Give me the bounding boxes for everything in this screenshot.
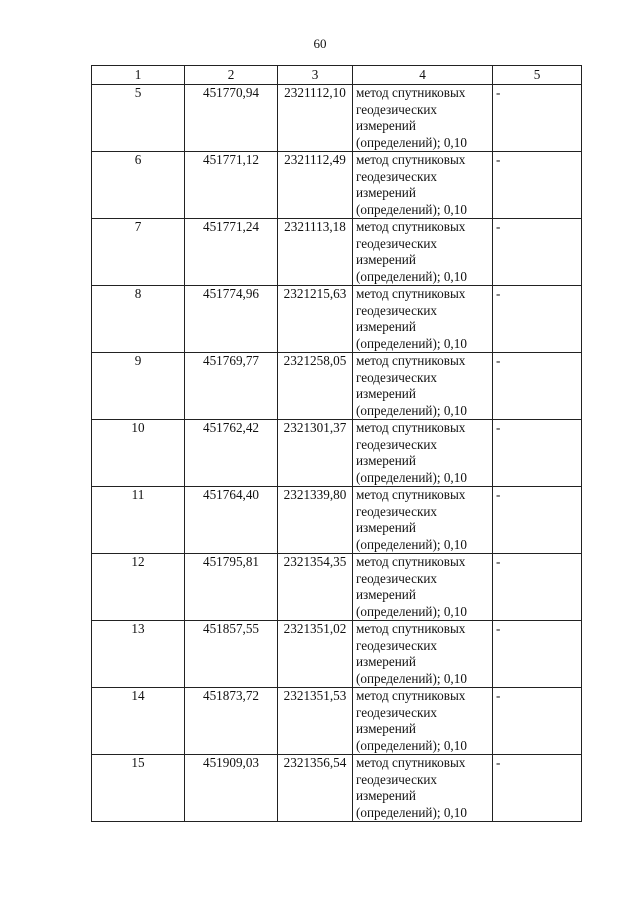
x-coordinate-cell: 451769,77 <box>185 353 278 420</box>
table-row <box>92 219 582 286</box>
header-cell-5: 5 <box>493 66 582 85</box>
point-number-cell: 14 <box>92 688 185 755</box>
method-cell <box>353 688 493 755</box>
method-cell <box>353 487 493 554</box>
y-coordinate-cell: 2321112,10 <box>278 85 353 152</box>
method-line: (определений); 0,10 <box>356 335 467 351</box>
method-line: геодезических <box>356 369 438 385</box>
y-coordinate-cell: 2321301,37 <box>278 420 353 487</box>
method-line: геодезических <box>356 570 438 586</box>
table-row <box>92 554 582 621</box>
method-line: геодезических <box>356 503 438 519</box>
method-line: (определений); 0,10 <box>356 402 467 418</box>
method-line: метод спутниковых <box>356 85 466 100</box>
method-line: измерений <box>356 252 416 267</box>
note-cell: - <box>493 688 582 755</box>
coordinates-table <box>91 65 582 822</box>
y-coordinate-cell: 2321351,53 <box>278 688 353 755</box>
y-coordinate-cell: 2321354,35 <box>278 554 353 621</box>
method-line: метод спутниковых <box>356 554 466 569</box>
method-cell <box>353 219 493 286</box>
point-number-cell: 10 <box>92 420 185 487</box>
note-cell: - <box>493 286 582 353</box>
y-coordinate-cell: 2321356,54 <box>278 755 353 822</box>
method-line: измерений <box>356 721 416 736</box>
x-coordinate-cell: 451771,12 <box>185 152 278 219</box>
table-row <box>92 152 582 219</box>
point-number-cell: 9 <box>92 353 185 420</box>
table-row <box>92 755 582 822</box>
method-line: метод спутниковых <box>356 688 466 703</box>
y-coordinate-cell: 2321113,18 <box>278 219 353 286</box>
method-line: геодезических <box>356 302 438 318</box>
x-coordinate-cell: 451873,72 <box>185 688 278 755</box>
y-coordinate-cell: 2321215,63 <box>278 286 353 353</box>
point-number-cell: 11 <box>92 487 185 554</box>
method-line: геодезических <box>356 637 438 653</box>
method-line: измерений <box>356 520 416 535</box>
point-number-cell: 12 <box>92 554 185 621</box>
method-line: измерений <box>356 118 416 133</box>
table-row <box>92 621 582 688</box>
note-cell: - <box>493 152 582 219</box>
page-number: 60 <box>313 36 327 51</box>
x-coordinate-cell: 451771,24 <box>185 219 278 286</box>
method-line: измерений <box>356 453 416 468</box>
note-cell: - <box>493 554 582 621</box>
method-line: (определений); 0,10 <box>356 603 467 619</box>
note-cell: - <box>493 353 582 420</box>
point-number-cell: 15 <box>92 755 185 822</box>
method-line: измерений <box>356 654 416 669</box>
y-coordinate-cell: 2321258,05 <box>278 353 353 420</box>
method-line: (определений); 0,10 <box>356 536 467 552</box>
x-coordinate-cell: 451909,03 <box>185 755 278 822</box>
method-line: измерений <box>356 587 416 602</box>
method-line: метод спутниковых <box>356 353 466 368</box>
note-cell: - <box>493 420 582 487</box>
x-coordinate-cell: 451795,81 <box>185 554 278 621</box>
table-row <box>92 85 582 152</box>
method-line: метод спутниковых <box>356 420 466 435</box>
method-line: измерений <box>356 319 416 334</box>
header-cell-4: 4 <box>353 66 493 85</box>
table-row <box>92 688 582 755</box>
method-line: измерений <box>356 788 416 803</box>
y-coordinate-cell: 2321351,02 <box>278 621 353 688</box>
method-cell <box>353 85 493 152</box>
table-row <box>92 286 582 353</box>
point-number-cell: 13 <box>92 621 185 688</box>
method-line: (определений); 0,10 <box>356 268 467 284</box>
method-line: геодезических <box>356 771 438 787</box>
note-cell: - <box>493 487 582 554</box>
method-line: (определений); 0,10 <box>356 670 467 686</box>
x-coordinate-cell: 451857,55 <box>185 621 278 688</box>
method-line: (определений); 0,10 <box>356 737 467 753</box>
method-line: метод спутниковых <box>356 621 466 636</box>
method-cell <box>353 286 493 353</box>
method-line: геодезических <box>356 168 438 184</box>
method-line: геодезических <box>356 436 438 452</box>
note-cell: - <box>493 85 582 152</box>
header-cell-2: 2 <box>185 66 278 85</box>
method-line: метод спутниковых <box>356 152 466 167</box>
method-line: (определений); 0,10 <box>356 469 467 485</box>
table-row <box>92 420 582 487</box>
method-line: (определений); 0,10 <box>356 804 467 820</box>
method-cell <box>353 755 493 822</box>
table-body <box>92 85 582 822</box>
method-line: геодезических <box>356 101 438 117</box>
note-cell: - <box>493 219 582 286</box>
x-coordinate-cell: 451774,96 <box>185 286 278 353</box>
method-cell <box>353 152 493 219</box>
method-line: геодезических <box>356 704 438 720</box>
header-row <box>92 66 582 85</box>
method-cell <box>353 420 493 487</box>
header-cell-3: 3 <box>278 66 353 85</box>
method-cell <box>353 621 493 688</box>
note-cell: - <box>493 755 582 822</box>
point-number-cell: 5 <box>92 85 185 152</box>
y-coordinate-cell: 2321112,49 <box>278 152 353 219</box>
point-number-cell: 8 <box>92 286 185 353</box>
table-row <box>92 487 582 554</box>
method-line: геодезических <box>356 235 438 251</box>
method-cell <box>353 353 493 420</box>
x-coordinate-cell: 451764,40 <box>185 487 278 554</box>
table-header <box>92 66 582 85</box>
method-line: измерений <box>356 386 416 401</box>
method-line: измерений <box>356 185 416 200</box>
method-line: метод спутниковых <box>356 755 466 770</box>
table-row <box>92 353 582 420</box>
method-line: метод спутниковых <box>356 487 466 502</box>
y-coordinate-cell: 2321339,80 <box>278 487 353 554</box>
method-line: (определений); 0,10 <box>356 201 467 217</box>
x-coordinate-cell: 451762,42 <box>185 420 278 487</box>
method-line: метод спутниковых <box>356 286 466 301</box>
x-coordinate-cell: 451770,94 <box>185 85 278 152</box>
point-number-cell: 6 <box>92 152 185 219</box>
note-cell: - <box>493 621 582 688</box>
point-number-cell: 7 <box>92 219 185 286</box>
method-line: (определений); 0,10 <box>356 134 467 150</box>
method-cell <box>353 554 493 621</box>
method-line: метод спутниковых <box>356 219 466 234</box>
header-cell-1: 1 <box>92 66 185 85</box>
